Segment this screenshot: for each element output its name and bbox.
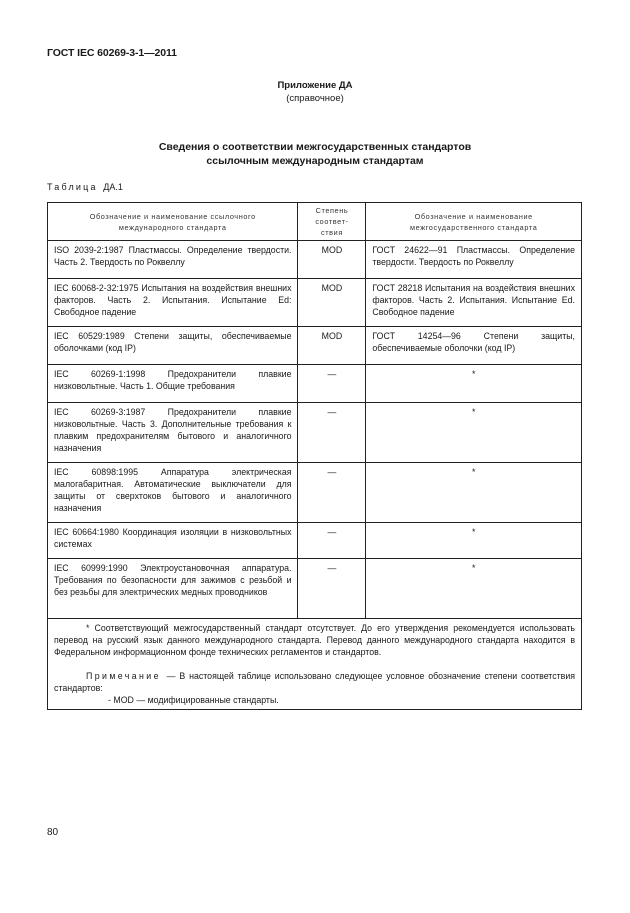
annex-heading (0, 79, 630, 105)
interstate-standard-cell: * (366, 523, 582, 559)
table-notes-cell (48, 619, 582, 710)
header-line: соответ- (315, 217, 349, 226)
international-standard-cell: IEC 60664:1980 Координация изоляции в низковольтных системах (48, 523, 298, 559)
header-international-standard (48, 203, 298, 241)
table-note (54, 670, 575, 694)
degree-cell: — (298, 365, 366, 403)
note-label: Примечание (86, 671, 161, 681)
annex-subtitle: (справочное) (286, 93, 344, 104)
annex-title: Приложение ДА (277, 80, 353, 91)
degree-cell: MOD (298, 279, 366, 327)
header-interstate-standard (366, 203, 582, 241)
interstate-standard-cell: ГОСТ 28218 Испытания на воздействия внешних факторов. Часть 2. Испытания. Испытание Ed. Свободное падение (366, 279, 582, 327)
international-standard-cell: IEC 60529:1989 Степени защиты, обеспечиваемые оболочками (код IP) (48, 327, 298, 365)
degree-cell: MOD (298, 241, 366, 279)
international-standard-cell: IEC 60068-2-32:1975 Испытания на воздействия внешних факторов. Часть 2. Испытания. Испытание Ed: Свободное падение (48, 279, 298, 327)
table-label-number: ДА.1 (103, 182, 123, 192)
degree-cell: — (298, 523, 366, 559)
header-degree (298, 203, 366, 241)
table-row (48, 365, 582, 403)
document-header: ГОСТ IEC 60269-3-1—2011 (47, 47, 177, 59)
interstate-standard-cell: ГОСТ 14254—96 Степени защиты, обеспечиваемые оболочки (код IP) (366, 327, 582, 365)
table-label (47, 182, 123, 192)
degree-cell: — (298, 463, 366, 523)
table-row (48, 463, 582, 523)
table-row (48, 241, 582, 279)
interstate-standard-cell: * (366, 463, 582, 523)
title-line-2: ссылочным международным стандартам (206, 155, 424, 167)
header-line: ствия (320, 228, 343, 237)
international-standard-cell: ISO 2039-2:1987 Пластмассы. Определение твердости. Часть 2. Твердость по Роквеллу (48, 241, 298, 279)
table-footnote: * Соответствующий межгосударственный стандарт отсутствует. До его утверждения рекомендуется использовать перевод на русский язык данного международного стандарта. Перевод данного международного стандарта находится в Федеральном информационном фонде технических регламентов и стандартов. (54, 623, 575, 657)
title-line-1: Сведения о соответствии межгосударственных стандартов (158, 141, 472, 153)
table-row (48, 327, 582, 365)
correspondence-table (47, 202, 582, 710)
header-line: международного стандарта (118, 222, 227, 232)
degree-cell: — (298, 559, 366, 619)
international-standard-cell: IEC 60269-1:1998 Предохранители плавкие низковольтные. Часть 1. Общие требования (48, 365, 298, 403)
table-row (48, 523, 582, 559)
table-row (48, 279, 582, 327)
table-row (48, 403, 582, 463)
header-line: Обозначение и наименование ссылочного (89, 211, 256, 221)
note-text: — В настоящей таблице использовано следующее условное обозначение степени соответствия стандартов: (54, 671, 576, 693)
international-standard-cell: IEC 60898:1995 Аппаратура электрическая малогабаритная. Автоматические выключатели для защиты от сверхтоков бытового и аналогичного назначения (48, 463, 298, 523)
header-line: межгосударственного стандарта (410, 222, 538, 232)
international-standard-cell: IEC 60999:1990 Электроустановочная аппаратура. Требования по безопасности для зажимов с резьбой и без резьбы для электрических медных проводников (48, 559, 298, 619)
table-header-row (48, 203, 582, 241)
interstate-standard-cell: * (366, 559, 582, 619)
header-line: Обозначение и наименование (414, 211, 533, 221)
interstate-standard-cell: * (366, 403, 582, 463)
table-label-prefix: Таблица (47, 182, 98, 192)
document-title (0, 140, 630, 168)
table-row (48, 559, 582, 619)
interstate-standard-cell: * (366, 365, 582, 403)
table-notes-row (48, 619, 582, 710)
page-number: 80 (47, 827, 59, 838)
international-standard-cell: IEC 60269-3:1987 Предохранители плавкие низковольтные. Часть 3. Дополнительные требования к плавким предохранителям бытового и аналогичного назначения (48, 403, 298, 463)
header-line: Степень (315, 206, 349, 215)
degree-cell: MOD (298, 327, 366, 365)
degree-cell: — (298, 403, 366, 463)
note-item: - MOD — модифицированные стандарты. (108, 695, 279, 705)
interstate-standard-cell: ГОСТ 24622—91 Пластмассы. Определение твердости. Твердость по Роквеллу (366, 241, 582, 279)
